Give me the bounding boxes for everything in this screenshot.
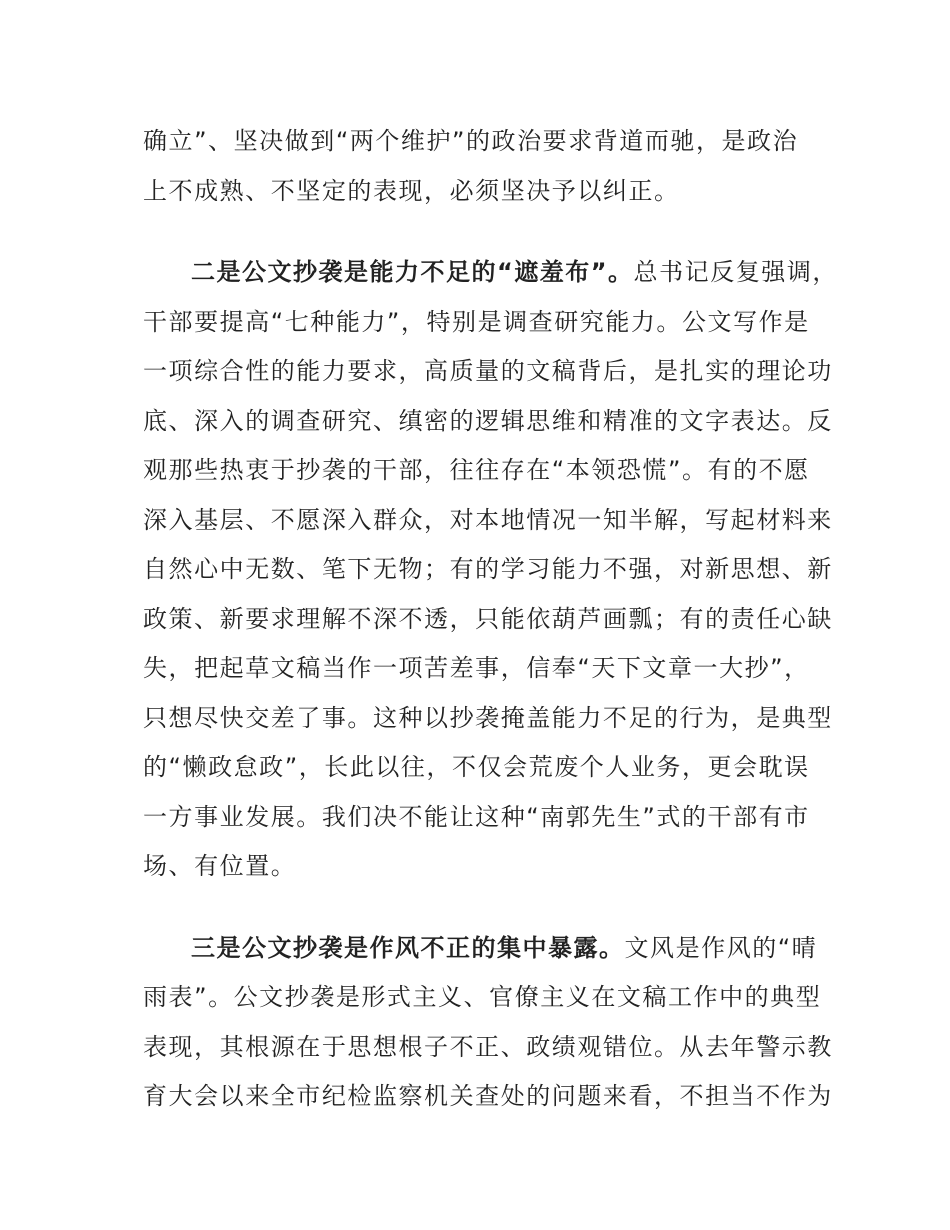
paragraph-spacer bbox=[143, 892, 823, 924]
paragraph-3 bbox=[143, 924, 833, 1122]
paragraph-spacer bbox=[143, 216, 823, 248]
text-line: 的“懒政怠政”，长此以往，不仅会荒废个人业务，更会耽误 bbox=[143, 753, 810, 781]
text-line: 育大会以来全市纪检监察机关查处的问题来看，不担当不作为 bbox=[143, 1082, 833, 1110]
text-line: 底、深入的调查研究、缜密的逻辑思维和精准的文字表达。反 bbox=[143, 406, 833, 435]
text-line: 确立”、坚决做到“两个维护”的政治要求背道而驰，是政治 bbox=[143, 127, 799, 155]
text-line: 雨表”。公文抄袭是形式主义、官僚主义在文稿工作中的典型 bbox=[143, 983, 822, 1011]
text-line: 干部要提高“七种能力”，特别是调查研究能力。公文写作是 bbox=[143, 307, 810, 336]
document-page bbox=[143, 117, 838, 1122]
text-run: 文风是作风的“晴 bbox=[624, 933, 818, 962]
text-line: 只想尽快交差了事。这种以抄袭掩盖能力不足的行为，是典型 bbox=[143, 703, 833, 732]
text-line: 深入基层、不愿深入群众，对本地情况一知半解，写起材料来 bbox=[143, 505, 833, 534]
paragraph-heading: 二是公文抄袭是能力不足的“遮羞布”。 bbox=[191, 258, 634, 286]
text-line: 一方事业发展。我们决不能让这种“南郭先生”式的干部有市 bbox=[143, 802, 810, 831]
text-line: 自然心中无数、笔下无物；有的学习能力不强，对新思想、新 bbox=[143, 555, 833, 583]
paragraph-2 bbox=[143, 248, 838, 892]
text-line: 一项综合性的能力要求，高质量的文稿背后，是扎实的理论功 bbox=[143, 357, 833, 385]
text-line: 政策、新要求理解不深不透，只能依葫芦画瓢；有的责任心缺 bbox=[143, 604, 833, 633]
paragraph-heading: 三是公文抄袭是作风不正的集中暴露。 bbox=[191, 933, 625, 962]
paragraph-1 bbox=[143, 117, 823, 216]
text-run: 总书记反复强调， bbox=[633, 258, 838, 286]
text-line bbox=[143, 248, 838, 298]
text-line: 观那些热衷于抄袭的干部，往往存在“本领恐慌”。有的不愿 bbox=[143, 456, 810, 484]
text-line: 场、有位置。 bbox=[143, 852, 297, 880]
text-line: 表现，其根源在于思想根子不正、政绩观错位。从去年警示教 bbox=[143, 1032, 833, 1061]
text-line: 上不成熟、不坚定的表现，必须坚决予以纠正。 bbox=[143, 176, 680, 205]
text-line: 失，把起草文稿当作一项苦差事，信奉“天下文章一大抄”， bbox=[143, 654, 810, 682]
text-line bbox=[143, 924, 823, 974]
